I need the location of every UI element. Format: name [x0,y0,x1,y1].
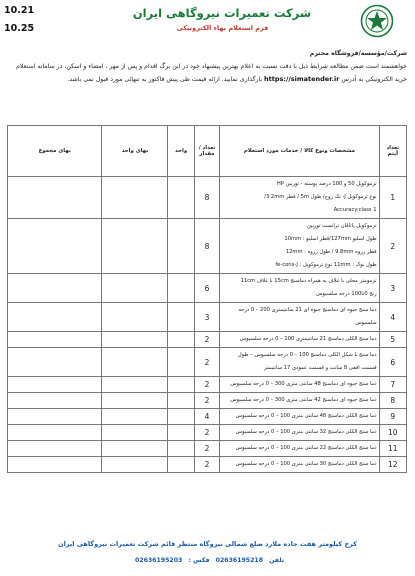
row-quantity: 4 [194,409,219,425]
row-index: 10 [379,425,406,441]
row-total-price[interactable] [8,425,102,441]
description-line: دما سنج جیوه ای دماسنج 48 سانتی متری 300 – 0 درجه سلسیوس [230,381,377,387]
intro-body-end: بارگذاری نمایید. ارائه قیمت طی پیش فاکتور به تنهائی مورد قبول نمی باشد. [67,76,263,83]
row-unit [168,409,194,425]
row-total-price[interactable] [8,348,102,377]
row-index: 9 [379,409,406,425]
description-line: دما سنج جیوه ای دماسنج 42 سانتی متری 300 – 0 درجه سلسیوس [230,397,377,403]
row-description [220,457,379,473]
row-description [220,425,379,441]
table-row [8,377,407,393]
table-row [8,457,407,473]
row-quantity: 2 [194,425,219,441]
row-total-price[interactable] [8,332,102,348]
row-unit-price[interactable] [102,425,168,441]
row-unit [168,425,194,441]
row-quantity: 2 [194,377,219,393]
header-description: مشخصات ونوع کالا / خدمات مورد استعلام [220,126,379,177]
row-quantity: 2 [194,441,219,457]
table-row [8,409,407,425]
row-unit [168,441,194,457]
row-unit-price[interactable] [102,409,168,425]
row-description [220,274,379,303]
description-line: نوع ترموکوپل J- تک زوج/ طول 5m / قطر 3.2mm/ [264,194,377,200]
description-line: سلسیوس [355,320,377,326]
description-line: ترمومتر محلی با غلاف به همراه دماسنج 15cm با غلاف 11cm [240,278,377,284]
table-row [8,425,407,441]
row-description [220,377,379,393]
row-index: 5 [379,332,406,348]
row-total-price[interactable] [8,409,102,425]
row-unit-price[interactable] [102,377,168,393]
row-index: 2 [379,219,406,274]
table-row [8,177,407,219]
row-unit-price[interactable] [102,303,168,332]
table-row [8,441,407,457]
row-unit-price[interactable] [102,348,168,377]
row-index: 8 [379,393,406,409]
row-total-price[interactable] [8,303,102,332]
footer-contact [20,557,395,564]
row-unit-price[interactable] [102,457,168,473]
row-quantity: 3 [194,303,219,332]
description-line: دما سنج جیوه ای دماسنج جیوه ای 21 سانتیمتری 200 – 0 درجه [238,307,377,313]
company-title: شرکت تعمیرات نیروگاهی ایران [132,6,312,20]
row-description [220,303,379,332]
phone-number: 02636195218 [215,557,264,564]
intro-body: خواهشمند است ضمن مطالعه شرایط ذیل با دقت نسبت به اعلام بهترین پیشنهاد خود در این برگ اقدام و پس از مهر ، امضاء و اسکن، در سامانه استعلام خرید الکترونیکی به آدرس [16,63,407,83]
fax-label: فکس : [188,557,210,564]
row-unit [168,393,194,409]
row-total-price[interactable] [8,377,102,393]
row-unit [168,457,194,473]
row-unit [168,177,194,219]
description-line: دما سنج الکلی دماسنج 21 سانتیمتری 100 – 0 درجه سلسیوس [239,336,377,342]
header-total-price: بهای مجموع [8,126,102,177]
row-index: 3 [379,274,406,303]
row-quantity: 2 [194,457,219,473]
row-index: 7 [379,377,406,393]
description-line: دما سنج L شکل الکلی دماسنج 100 – 0 درجه سلسیوس – طول [237,352,377,358]
description-line: ترموکوپل 50 و 100 درصد پوسته - توربین HP [276,181,377,187]
row-total-price[interactable] [8,441,102,457]
row-index: 1 [379,177,406,219]
fax-number: 02636195203 [134,557,183,564]
row-index: 11 [379,441,406,457]
description-line: دما سنج الکلی دماسنج 48 سانتی متری 100 – 0 درجه سلسیوس [235,413,377,419]
description-line: طول نوک : 11mm نوع ترموکوپل : fe-cons-J [275,262,377,268]
tender-address-link[interactable]: https://simatender.ir [264,75,340,83]
row-unit-price[interactable] [102,332,168,348]
row-unit [168,332,194,348]
row-quantity: 2 [194,332,219,348]
table-row [8,348,407,377]
row-total-price[interactable] [8,219,102,274]
table-header-row [8,126,407,177]
row-total-price[interactable] [8,177,102,219]
salutation: شرکت/مؤسسه/فروشگاه محترم [309,50,407,57]
table-row [8,274,407,303]
row-index: 6 [379,348,406,377]
row-index: 4 [379,303,406,332]
row-unit-price[interactable] [102,441,168,457]
row-quantity: 2 [194,393,219,409]
header-unit-price: بهای واحد [102,126,168,177]
description-line: قطر رزوه 9.8mm / طول رزوه : 12mm [285,249,377,255]
row-description [220,177,379,219]
row-unit-price[interactable] [102,219,168,274]
row-unit-price[interactable] [102,393,168,409]
description-line: Accuracy:class 1 [333,207,377,213]
table-row [8,332,407,348]
items-table [7,125,407,473]
row-unit [168,219,194,274]
footer-address: کرج کیلومتر هفت جاده ملارد ضلع شمالی نیروگاه منتظر قائم شرکت تعمیرات نیروگاهی ایران [58,540,357,548]
table-row [8,303,407,332]
row-description [220,393,379,409]
row-description [220,441,379,457]
row-unit-price[interactable] [102,274,168,303]
side-number-top: 10.21 [4,5,35,16]
row-unit [168,377,194,393]
row-quantity: 2 [194,348,219,377]
phone-label: تلفن [269,557,285,564]
row-quantity: 8 [194,177,219,219]
table-row [8,393,407,409]
row-unit-price[interactable] [102,177,168,219]
row-total-price[interactable] [8,274,102,303]
row-total-price[interactable] [8,393,102,409]
description-line: قسمت افقی 8 سانت و قسمت عمودی 17 سانتیمتر [264,365,377,371]
side-number-bottom: 10.25 [4,23,35,34]
row-description [220,348,379,377]
row-unit [168,303,194,332]
row-quantity: 8 [194,219,219,274]
row-description [220,219,379,274]
form-subtitle: فرم استعلام بهاء الکترونیکی [176,24,269,32]
description-line: ترموکوپل یاتاقان ترانست توربین [306,223,377,229]
description-line: دما سنج الکلی دماسنج 22 سانتی متری 100 – 0 درجه سلسیوس [235,445,377,451]
row-unit [168,274,194,303]
row-total-price[interactable] [8,457,102,473]
description-line: رنج 0تا100 درجه سلسیوس [316,291,377,297]
header-quantity: تعداد / مقدار [194,126,219,177]
header-index: تعداد آیتم [379,126,406,177]
description-line: طول اسلیو 127mm/قطر اسلیو : 10mm [284,236,377,242]
description-line: دما سنج الکلی دماسنج 30 سانتی متری 100 – 0 درجه سلسیوس [235,461,377,467]
row-unit [168,348,194,377]
row-quantity: 6 [194,274,219,303]
row-description [220,332,379,348]
row-description [220,409,379,425]
header-unit: واحد [168,126,194,177]
table-row [8,219,407,274]
description-line: دما سنج الکلی دماسنج 32 سانتی متری 100 – 0 درجه سلسیوس [235,429,377,435]
intro-text [7,47,407,86]
company-logo-icon [360,4,394,38]
row-index: 12 [379,457,406,473]
